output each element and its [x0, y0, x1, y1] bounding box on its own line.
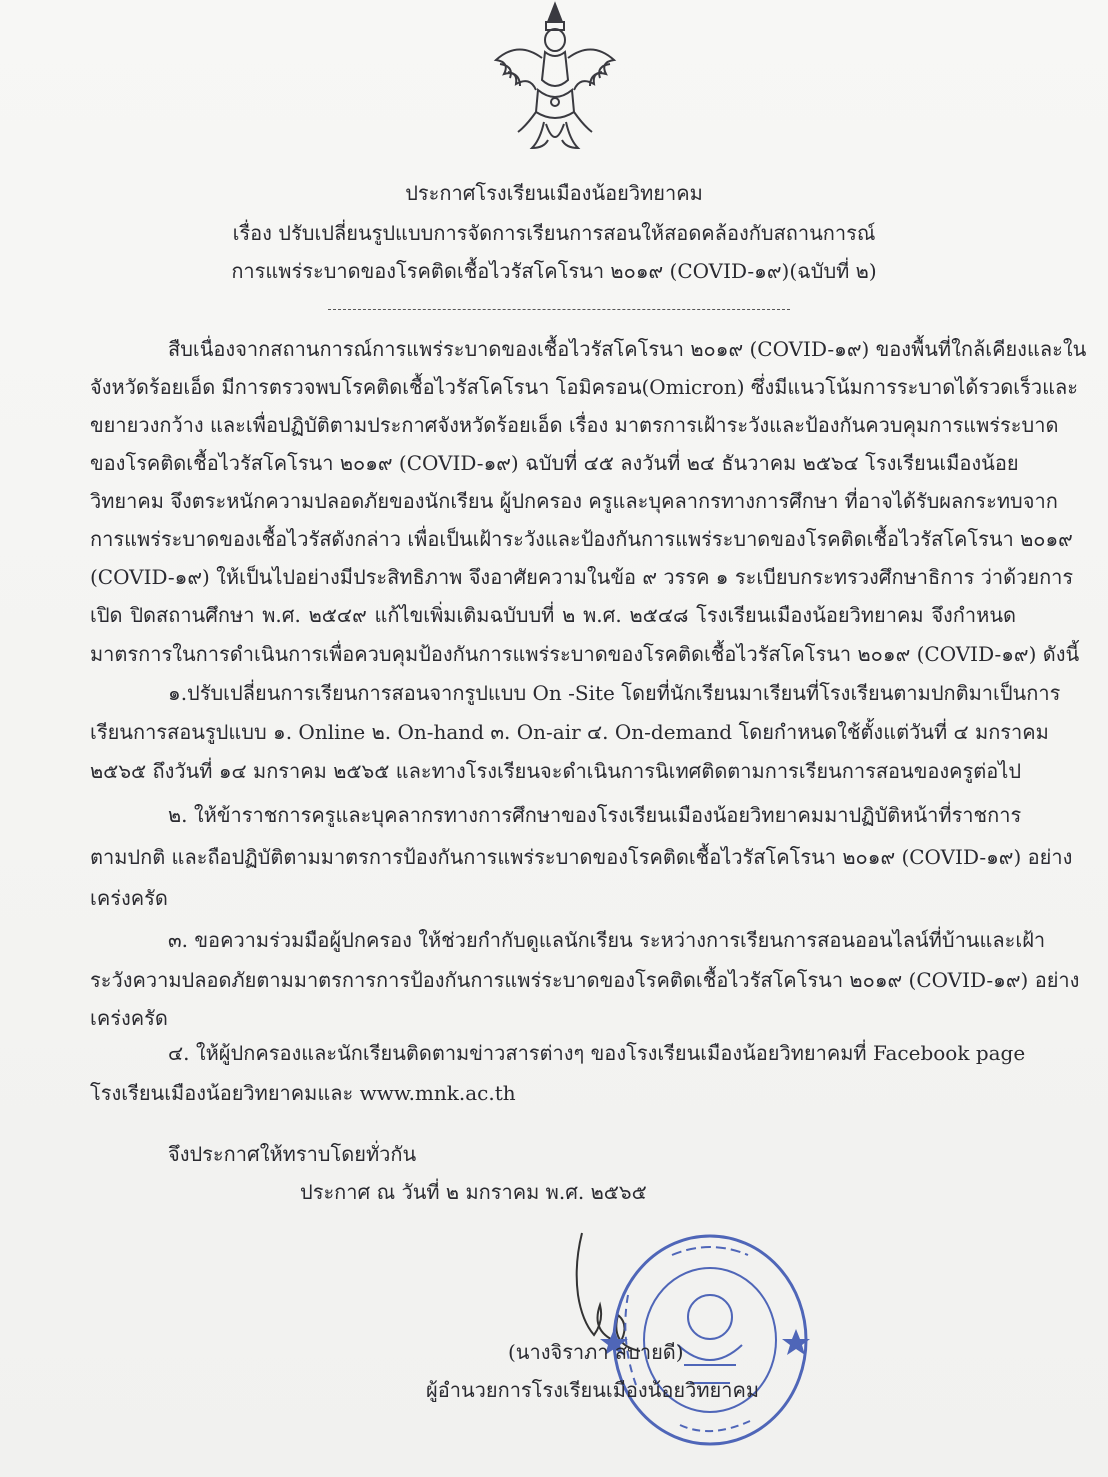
header-divider: [328, 309, 790, 310]
item-2-line: เคร่งครัด: [90, 886, 168, 910]
body-line: การแพร่ระบาดของเชื้อไวรัสดังกล่าว เพื่อเป็นเฝ้าระวังและป้องกันการแพร่ระบาดของโรคติดเชื้อไวรัสโคโรนา ๒๐๑๙: [90, 527, 1073, 551]
announcement-title: ประกาศโรงเรียนเมืองน้อยวิทยาคม: [405, 181, 703, 205]
closing-text: จึงประกาศให้ทราบโดยทั่วกัน: [168, 1142, 417, 1166]
announcement-subject-cont: การแพร่ระบาดของโรคติดเชื้อไวรัสโคโรนา ๒๐๑๙ (COVID-๑๙)(ฉบับที่ ๒): [231, 259, 877, 283]
item-4-line: ๔. ให้ผู้ปกครองและนักเรียนติดตามข่าวสารต่างๆ ของโรงเรียนเมืองน้อยวิทยาคมที่ Facebook page: [168, 1041, 1026, 1065]
body-line: ของโรคติดเชื้อไวรัสโคโรนา ๒๐๑๙ (COVID-๑๙) ฉบับที่ ๔๕ ลงวันที่ ๒๔ ธันวาคม ๒๕๖๔ โรงเรียนเมืองน้อย: [90, 451, 1019, 475]
item-2-line: ๒. ให้ข้าราชการครูและบุคลากรทางการศึกษาของโรงเรียนเมืองน้อยวิทยาคมมาปฏิบัติหน้าที่ราชการ: [168, 803, 1022, 827]
item-1-line: เรียนการสอนรูปแบบ ๑. Online ๒. On-hand ๓. On-air ๔. On-demand โดยกำหนดใช้ตั้งแต่วันที่ ๔ มกราคม: [90, 720, 1049, 744]
item-4-line: โรงเรียนเมืองน้อยวิทยาคมและ www.mnk.ac.th: [90, 1081, 516, 1105]
body-line: มาตรการในการดำเนินการเพื่อควบคุมป้องกันการแพร่ระบาดของโรคติดเชื้อไวรัสโคโรนา ๒๐๑๙ (COVID-๑๙) ดังนี้: [90, 642, 1080, 666]
signer-title: ผู้อำนวยการโรงเรียนเมืองน้อยวิทยาคม: [426, 1378, 760, 1402]
body-line: จังหวัดร้อยเอ็ด มีการตรวจพบโรคติดเชื้อไวรัสโคโรนา โอมิครอน(Omicron) ซึ่งมีแนวโน้มการระบาดได้รวดเร็วและ: [90, 375, 1078, 399]
item-3-line: ระวังความปลอดภัยตามมาตรการการป้องกันการแพร่ระบาดของโรคติดเชื้อไวรัสโคโรนา ๒๐๑๙ (COVID-๑๙) อย่าง: [90, 968, 1080, 992]
item-2-line: ตามปกติ และถือปฏิบัติตามมาตรการป้องกันการแพร่ระบาดของโรคติดเชื้อไวรัสโคโรนา ๒๐๑๙ (COVID-๑๙) อย่าง: [90, 845, 1073, 869]
item-3-line: เคร่งครัด: [90, 1006, 168, 1030]
signer-name: (นางจิราภา สบายดี): [508, 1340, 684, 1364]
item-1-line: ๑.ปรับเปลี่ยนการเรียนการสอนจากรูปแบบ On -Site โดยที่นักเรียนมาเรียนที่โรงเรียนตามปกติมาเป็นการ: [168, 681, 1061, 705]
item-1-line: ๒๕๖๕ ถึงวันที่ ๑๔ มกราคม ๒๕๖๕ และทางโรงเรียนจะดำเนินการนิเทศติดตามการเรียนการสอนของครูต่อไป: [90, 759, 1022, 783]
body-line: ขยายวงกว้าง และเพื่อปฏิบัติตามประกาศจังหวัดร้อยเอ็ด เรื่อง มาตรการเฝ้าระวังและป้องกันควบคุมการแพร่ระบาด: [90, 413, 1059, 437]
body-line: (COVID-๑๙) ให้เป็นไปอย่างมีประสิทธิภาพ จึงอาศัยความในข้อ ๙ วรรค ๑ ระเบียบกระทรวงศึกษาธิการ ว่าด้วยการ: [90, 565, 1074, 589]
announcement-subject: เรื่อง ปรับเปลี่ยนรูปแบบการจัดการเรียนการสอนให้สอดคล้องกับสถานการณ์: [232, 221, 876, 245]
body-line: สืบเนื่องจากสถานการณ์การแพร่ระบาดของเชื้อไวรัสโคโรนา ๒๐๑๙ (COVID-๑๙) ของพื้นที่ใกล้เคียงและใน: [168, 337, 1087, 361]
announcement-date: ประกาศ ณ วันที่ ๒ มกราคม พ.ศ. ๒๕๖๕: [300, 1180, 647, 1204]
garuda-emblem-icon: [488, 0, 622, 160]
body-line: วิทยาคม จึงตระหนักความปลอดภัยของนักเรียน ผู้ปกครอง ครูและบุคลากรทางการศึกษา ที่อาจได้รับผลกระทบจาก: [90, 489, 1058, 513]
item-3-line: ๓. ขอความร่วมมือผู้ปกครอง ให้ช่วยกำกับดูแลนักเรียน ระหว่างการเรียนการสอนออนไลน์ที่บ้านและเฝ้า: [168, 928, 1046, 952]
body-line: เปิด ปิดสถานศึกษา พ.ศ. ๒๕๔๙ แก้ไขเพิ่มเติมฉบับบที่ ๒ พ.ศ. ๒๕๔๘ โรงเรียนเมืองน้อยวิทยาคม จึงกำหนด: [90, 603, 1016, 627]
